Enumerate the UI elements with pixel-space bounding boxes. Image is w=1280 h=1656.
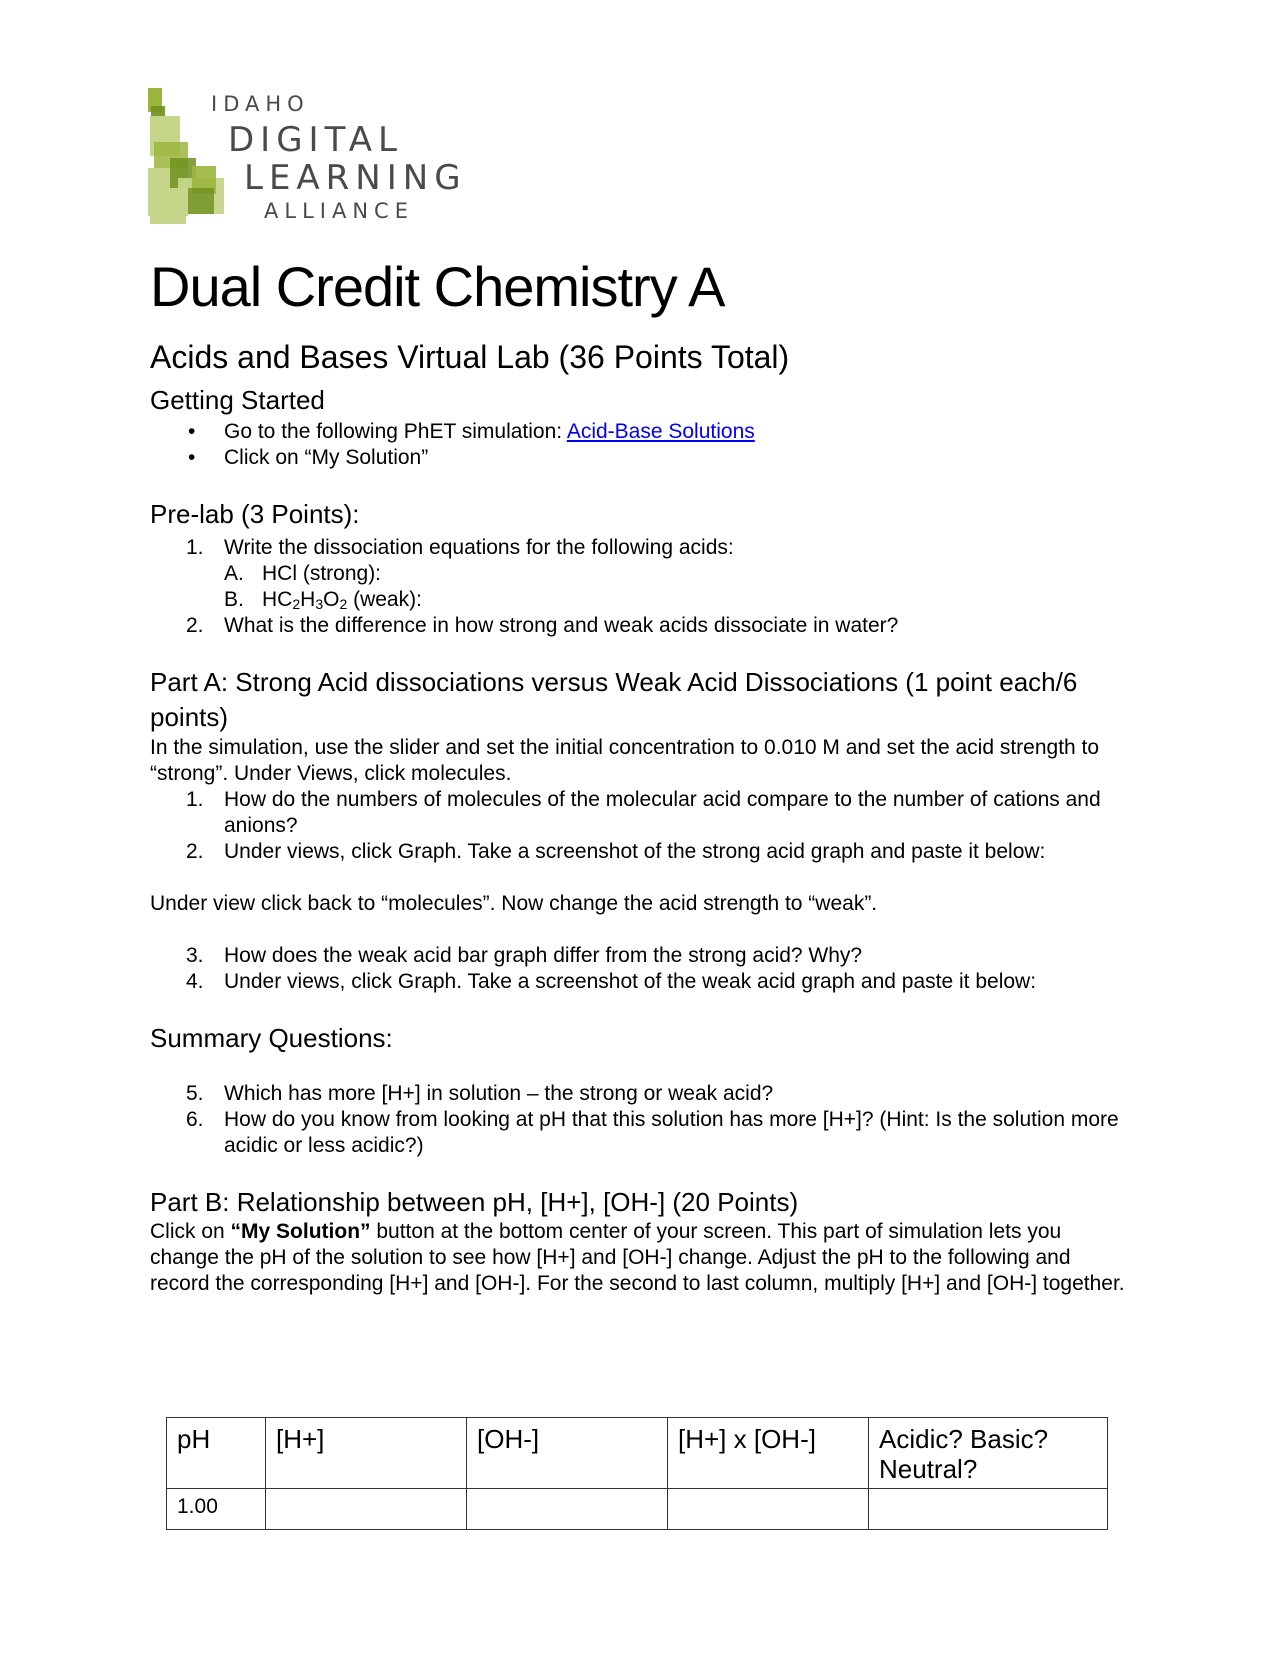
list-item-text: Go to the following PhET simulation:	[224, 420, 567, 443]
question-text: How do you know from looking at pH that this solution has more [H+]? (Hint: Is the solution more acidic or less acidic?)	[224, 1108, 1119, 1157]
question-text: Under views, click Graph. Take a screenshot of the strong acid graph and paste it below:	[224, 840, 1046, 863]
part-a-questions-continued	[150, 943, 1130, 995]
question-text: How does the weak acid bar graph differ from the strong acid? Why?	[224, 944, 863, 967]
summary-heading: Summary Questions:	[150, 1023, 393, 1053]
idaho-digital-learning-alliance-logo	[148, 88, 498, 228]
table-cell-ph: 1.00	[167, 1489, 266, 1530]
table-cell-product[interactable]	[668, 1489, 869, 1530]
column-header-oh-minus: [OH-]	[467, 1418, 668, 1489]
prelab-questions	[150, 535, 1130, 639]
getting-started-list	[150, 419, 1130, 471]
column-header-ph: pH	[167, 1418, 266, 1489]
question-item: 5. Which has more [H+] in solution – the strong or weak acid?	[186, 1082, 774, 1105]
question-text: Write the dissociation equations for the following acids:	[224, 536, 734, 559]
logo-line-learning: LEARNING	[244, 158, 467, 198]
question-text: What is the difference in how strong and weak acids dissociate in water?	[224, 614, 899, 637]
question-item: 2. What is the difference in how strong and weak acids dissociate in water?	[186, 614, 899, 637]
table-cell-oh-minus[interactable]	[467, 1489, 668, 1530]
list-item	[150, 445, 1130, 471]
table-row	[167, 1489, 1108, 1530]
getting-started-heading: Getting Started	[150, 385, 325, 415]
formula: $HC_2H_3O_2$	[262, 588, 348, 612]
question-item: 4. Under views, click Graph. Take a screenshot of the weak acid graph and paste it below:	[186, 970, 1037, 993]
table-cell-h-plus[interactable]	[266, 1489, 467, 1530]
lab-title: Acids and Bases Virtual Lab (36 Points Total)	[150, 339, 790, 375]
question-text: Which has more [H+] in solution – the strong or weak acid?	[224, 1082, 774, 1105]
page-title: Dual Credit Chemistry A	[150, 255, 725, 318]
logo-line-idaho: IDAHO	[211, 92, 310, 116]
list-item	[150, 419, 1130, 445]
column-header-acidic-basic-neutral: Acidic? Basic? Neutral?	[869, 1418, 1108, 1489]
summary-questions	[150, 1081, 1130, 1159]
list-item-text: Click on “My Solution”	[224, 446, 429, 469]
logo-line-digital: DIGITAL	[228, 120, 403, 160]
bullet-icon: •	[188, 420, 196, 443]
question-text: How do the numbers of molecules of the molecular acid compare to the number of cations and anions?	[224, 788, 1101, 837]
sub-item: B. $HC_2H_3O_2$ (weak):	[224, 588, 422, 612]
my-solution-bold: “My Solution”	[230, 1220, 371, 1243]
acid-base-solutions-link[interactable]: Acid-Base Solutions	[566, 420, 755, 443]
sub-item-text: HCl (strong):	[262, 562, 382, 585]
question-item: 2. Under views, click Graph. Take a screenshot of the strong acid graph and paste it below:	[186, 840, 1046, 863]
table-header-row	[167, 1418, 1108, 1489]
part-a-middle-instruction: Under view click back to “molecules”. Now change the acid strength to “weak”.	[150, 892, 878, 915]
part-a-intro: In the simulation, use the slider and set the initial concentration to 0.010 M and set the acid strength to “strong”. Under Views, click molecules.	[150, 736, 1100, 785]
part-b-heading: Part B: Relationship between pH, [H+], [OH-] (20 Points)	[150, 1187, 799, 1217]
part-a-heading: Part A: Strong Acid dissociations versus Weak Acid Dissociations (1 point each/6 points)	[150, 667, 1078, 732]
part-b-intro: Click on “My Solution” button at the bottom center of your screen. This part of simulation lets you change the pH of the solution to see how [H+] and [OH-] change. Adjust the pH to the following and record the corresponding [H+] and [OH-]. For the second to last column, multiply [H+] and [OH-] together.	[150, 1220, 1125, 1295]
prelab-heading: Pre-lab (3 Points):	[150, 499, 360, 529]
prelab-sublist	[224, 561, 1130, 613]
question-text: Under views, click Graph. Take a screenshot of the weak acid graph and paste it below:	[224, 970, 1037, 993]
question-item: 3. How does the weak acid bar graph differ from the strong acid? Why?	[186, 944, 863, 967]
question-item: 6. How do you know from looking at pH that this solution has more [H+]? (Hint: Is the solution more acidic or less acidic?)	[186, 1108, 1119, 1157]
question-item: 1. Write the dissociation equations for the following acids: A. HCl (strong): B. $HC_2H_3O_2$ (weak):	[150, 535, 1130, 613]
question-item: 1. How do the numbers of molecules of the molecular acid compare to the number of cations and anions?	[186, 788, 1101, 837]
ph-data-table	[166, 1417, 1108, 1530]
table-cell-classification[interactable]	[869, 1489, 1108, 1530]
document-body	[150, 255, 1130, 1297]
logo-line-alliance: ALLIANCE	[264, 199, 414, 223]
column-header-product: [H+] x [OH-]	[668, 1418, 869, 1489]
bullet-icon: •	[188, 446, 196, 469]
column-header-h-plus: [H+]	[266, 1418, 467, 1489]
sub-item: A. HCl (strong):	[224, 562, 382, 585]
part-a-questions	[150, 787, 1130, 865]
